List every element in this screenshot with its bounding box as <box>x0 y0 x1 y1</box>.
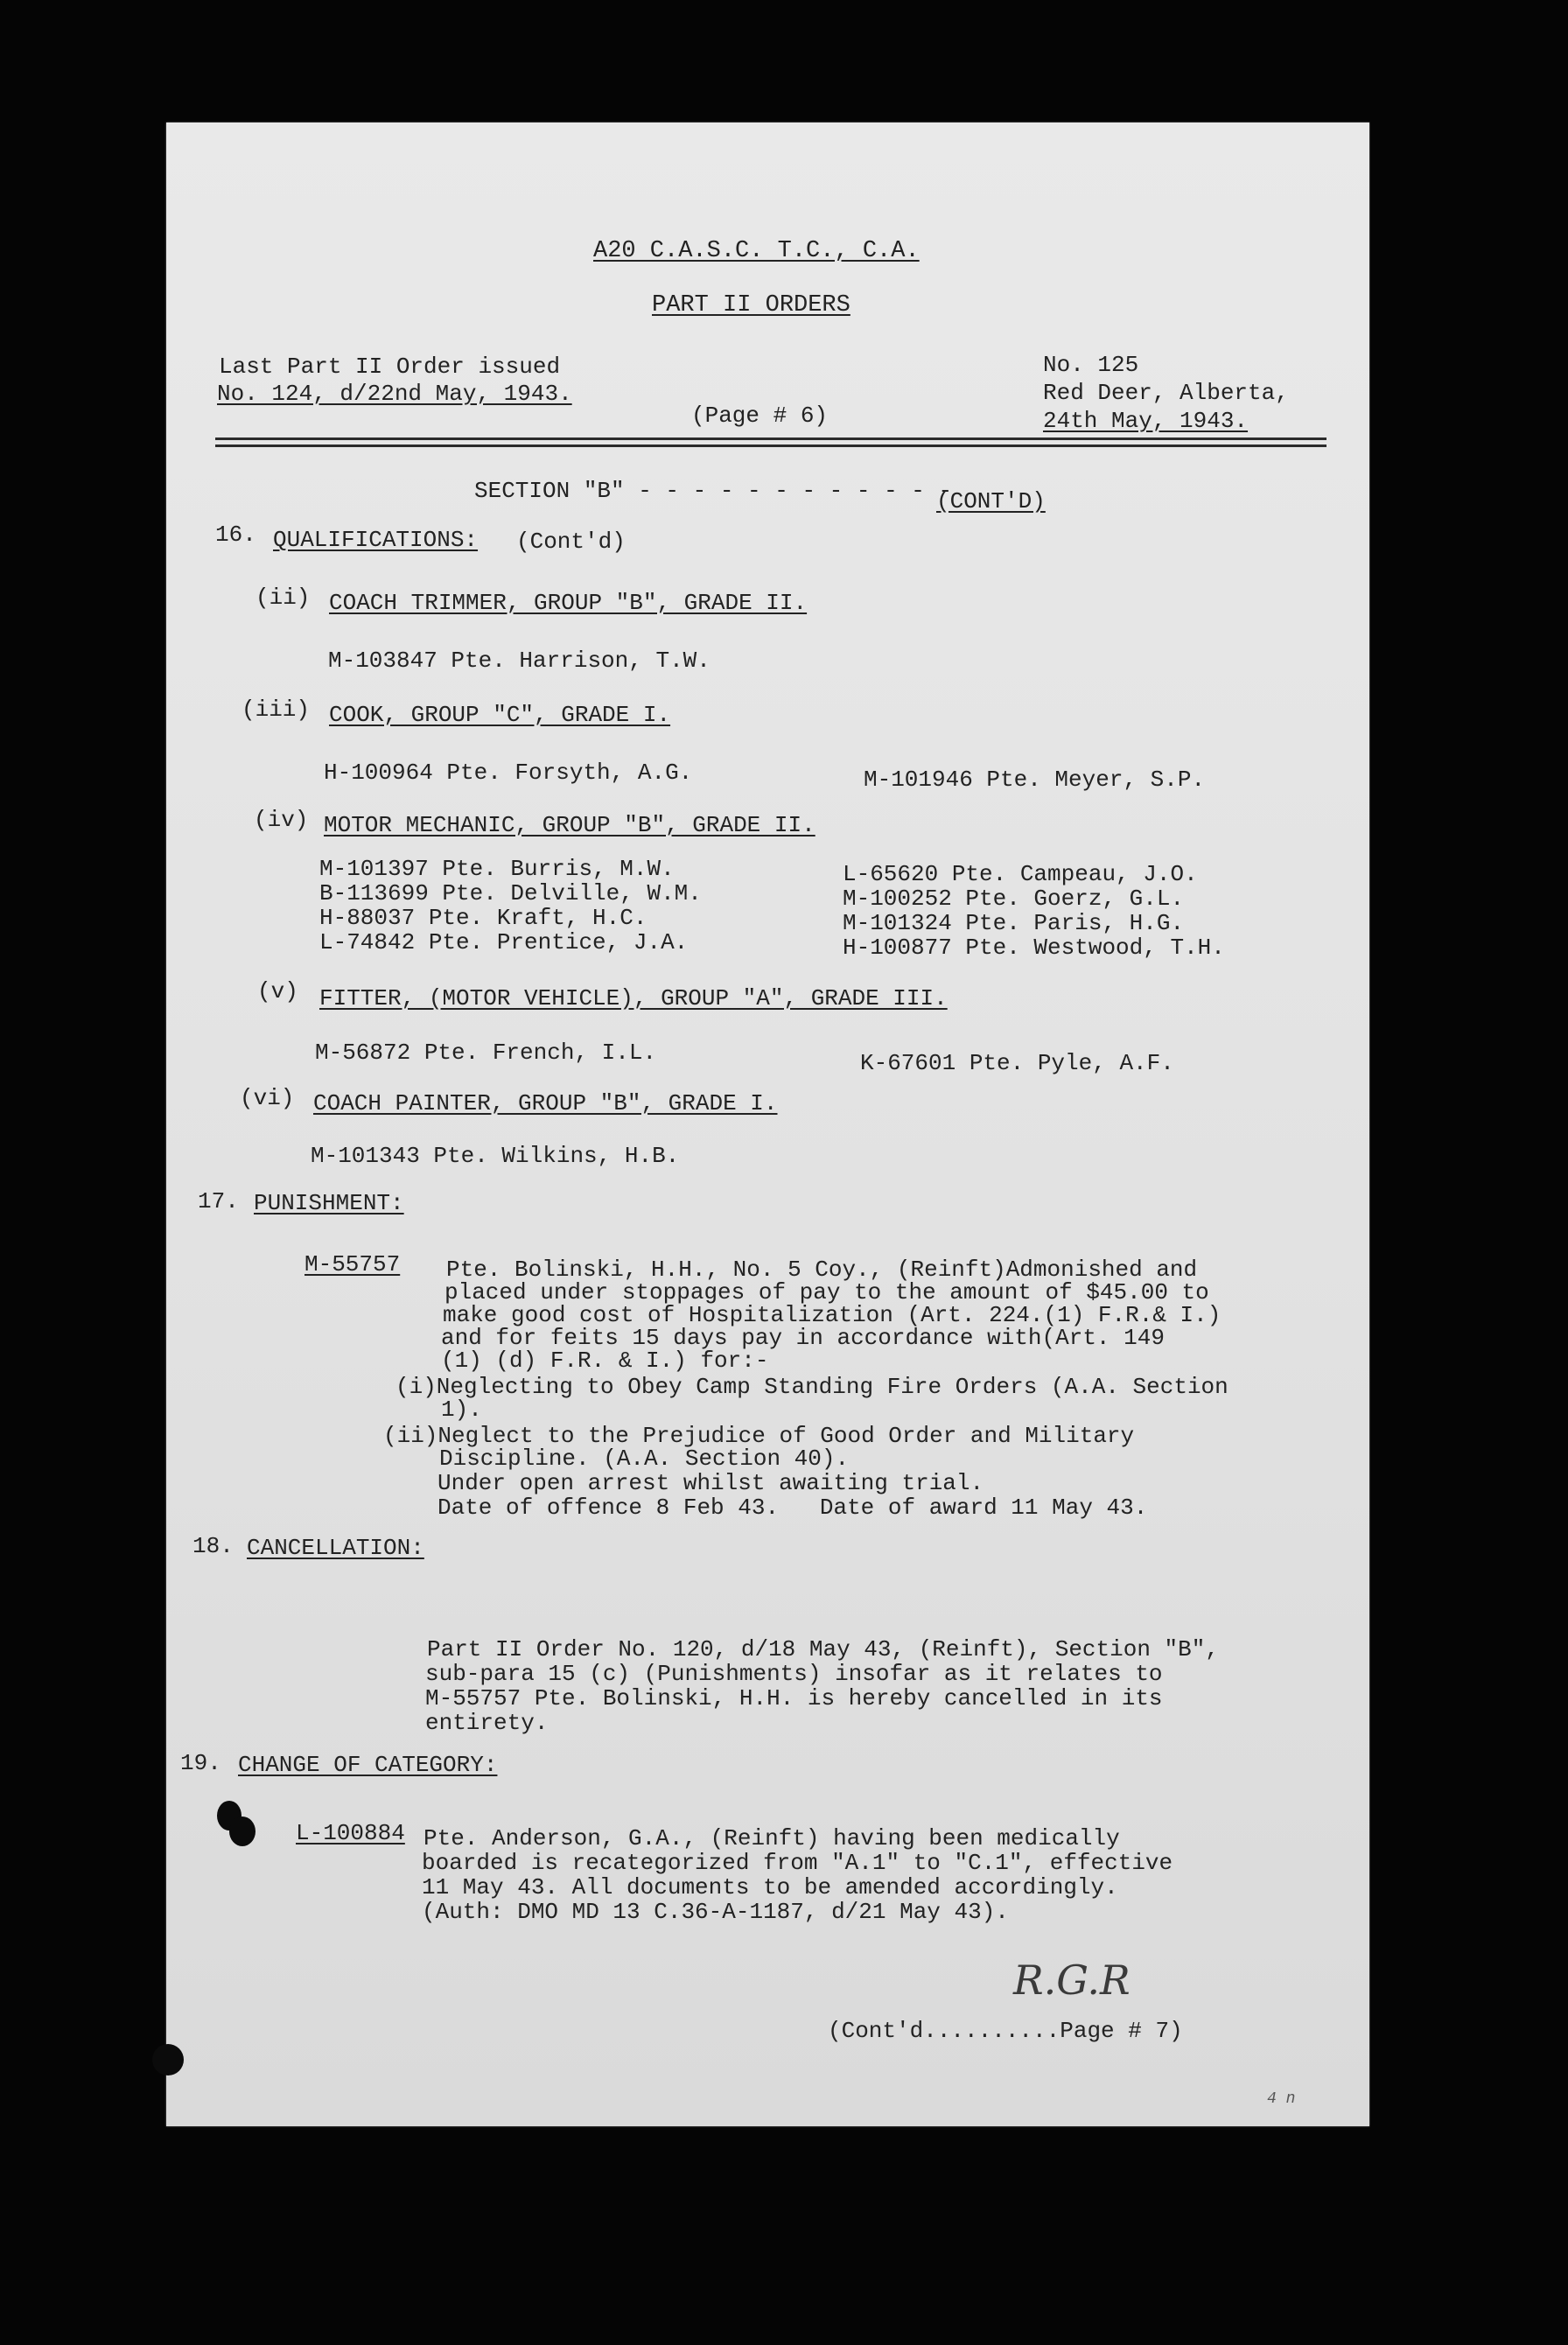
punishment-line: Under open arrest whilst awaiting trial. <box>438 1470 984 1496</box>
sub-vi-title: COACH PAINTER, GROUP "B", GRADE I. <box>313 1090 778 1116</box>
sub-ii-title: COACH TRIMMER, GROUP "B", GRADE II. <box>329 590 808 616</box>
punishment-line: (ii)Neglect to the Prejudice of Good Order and Military <box>383 1423 1135 1449</box>
category-line: (Auth: DMO MD 13 C.36-A-1187, d/21 May 43). <box>422 1899 1009 1925</box>
qualification-entry: M-103847 Pte. Harrison, T.W. <box>328 648 710 674</box>
unit-heading: A20 C.A.S.C. T.C., C.A. <box>593 238 920 264</box>
punishment-line: Date of offence 8 Feb 43. Date of award 11 May 43. <box>438 1494 1148 1521</box>
punishment-line: Discipline. (A.A. Section 40). <box>439 1446 850 1472</box>
sub-iv-number: (iv) <box>254 807 309 833</box>
para-18-number: 18. <box>192 1533 234 1559</box>
qualification-entry: B-113699 Pte. Delville, W.M. <box>319 880 702 906</box>
qualification-entry: H-88037 Pte. Kraft, H.C. <box>319 905 648 931</box>
para-17-heading: PUNISHMENT: <box>254 1190 404 1216</box>
qualification-entry: M-56872 Pte. French, I.L. <box>315 1040 657 1066</box>
sub-iv-title: MOTOR MECHANIC, GROUP "B", GRADE II. <box>324 812 816 838</box>
page-reference: (Page # 6) <box>691 402 829 429</box>
qualification-entry: M-101946 Pte. Meyer, S.P. <box>864 766 1206 793</box>
punishment-line: Pte. Bolinski, H.H., No. 5 Coy., (Reinft)Admonished and <box>446 1256 1198 1283</box>
category-line: Pte. Anderson, G.A., (Reinft) having been medically <box>424 1825 1120 1852</box>
para-17-number: 17. <box>198 1188 239 1214</box>
punishment-line: and for feits 15 days pay in accordance with(Art. 149 <box>441 1325 1165 1351</box>
qualification-entry: M-101397 Pte. Burris, M.W. <box>319 856 675 882</box>
punishment-line: (i)Neglecting to Obey Camp Standing Fire Orders (A.A. Section <box>396 1374 1228 1400</box>
last-issued-value: No. 124, d/22nd May, 1943. <box>217 381 572 407</box>
cancellation-line: Part II Order No. 120, d/18 May 43, (Reinft), Section "B", <box>427 1636 1219 1662</box>
punch-hole-mark <box>229 1816 256 1846</box>
punishment-line: placed under stoppages of pay to the amount of $45.00 to <box>444 1279 1209 1306</box>
qualification-entry: L-74842 Pte. Prentice, J.A. <box>319 929 689 956</box>
cancellation-line: sub-para 15 (c) (Punishments) insofar as it relates to <box>425 1661 1163 1687</box>
punishment-line: (1) (d) F.R. & I.) for:- <box>441 1348 769 1374</box>
page-title: PART II ORDERS <box>652 292 850 318</box>
punishment-line: make good cost of Hospitalization (Art. 224.(1) F.R.& I.) <box>443 1302 1222 1328</box>
punishment-service-number: M-55757 <box>304 1251 401 1278</box>
qualification-entry: M-101343 Pte. Wilkins, H.B. <box>311 1143 680 1169</box>
cancellation-line: entirety. <box>425 1710 549 1736</box>
sub-vi-number: (vi) <box>240 1085 295 1111</box>
continued-footer: (Cont'd..........Page # 7) <box>828 2018 1183 2044</box>
header-rule-1 <box>215 438 1326 440</box>
qualification-entry: H-100964 Pte. Forsyth, A.G. <box>324 760 693 786</box>
punishment-line: 1). <box>441 1396 482 1423</box>
qualification-entry: H-100877 Pte. Westwood, T.H. <box>843 934 1225 961</box>
category-service-number: L-100884 <box>296 1820 405 1846</box>
para-19-number: 19. <box>180 1750 221 1776</box>
sub-iii-number: (iii) <box>242 696 311 723</box>
qualification-entry: K-67601 Pte. Pyle, A.F. <box>860 1050 1174 1076</box>
last-issued-label: Last Part II Order issued <box>219 354 561 380</box>
category-line: 11 May 43. All documents to be amended accordingly. <box>422 1874 1118 1900</box>
document-page <box>166 122 1369 2126</box>
section-label: SECTION "B" - - - - - - - - - - - - <box>474 478 953 504</box>
para-18-heading: CANCELLATION: <box>247 1535 424 1561</box>
section-continued: (CONT'D) <box>936 488 1046 514</box>
para-16-continued: (Cont'd) <box>516 528 626 555</box>
handwritten-initials: R.G.R <box>1013 1956 1130 2004</box>
para-16-heading: QUALIFICATIONS: <box>273 527 479 553</box>
para-16-number: 16. <box>215 522 256 548</box>
cancellation-line: M-55757 Pte. Bolinski, H.H. is hereby cancelled in its <box>425 1685 1163 1712</box>
qualification-entry: M-101324 Pte. Paris, H.G. <box>843 910 1185 936</box>
order-location: Red Deer, Alberta, <box>1043 380 1289 406</box>
sub-ii-number: (ii) <box>256 584 311 611</box>
order-date: 24th May, 1943. <box>1043 408 1249 434</box>
sub-v-title: FITTER, (MOTOR VEHICLE), GROUP "A", GRADE III. <box>319 985 948 1012</box>
para-19-heading: CHANGE OF CATEGORY: <box>238 1752 498 1778</box>
category-line: boarded is recategorized from "A.1" to "C.1", effective <box>422 1850 1173 1876</box>
sub-iii-title: COOK, GROUP "C", GRADE I. <box>329 702 671 728</box>
order-number: No. 125 <box>1043 352 1139 378</box>
qualification-entry: L-65620 Pte. Campeau, J.O. <box>843 861 1198 887</box>
header-rule-2 <box>215 444 1326 447</box>
punch-hole-mark <box>152 2044 184 2076</box>
corner-mark: 4 n <box>1267 2090 1296 2108</box>
sub-v-number: (v) <box>257 978 298 1004</box>
qualification-entry: M-100252 Pte. Goerz, G.L. <box>843 886 1185 912</box>
